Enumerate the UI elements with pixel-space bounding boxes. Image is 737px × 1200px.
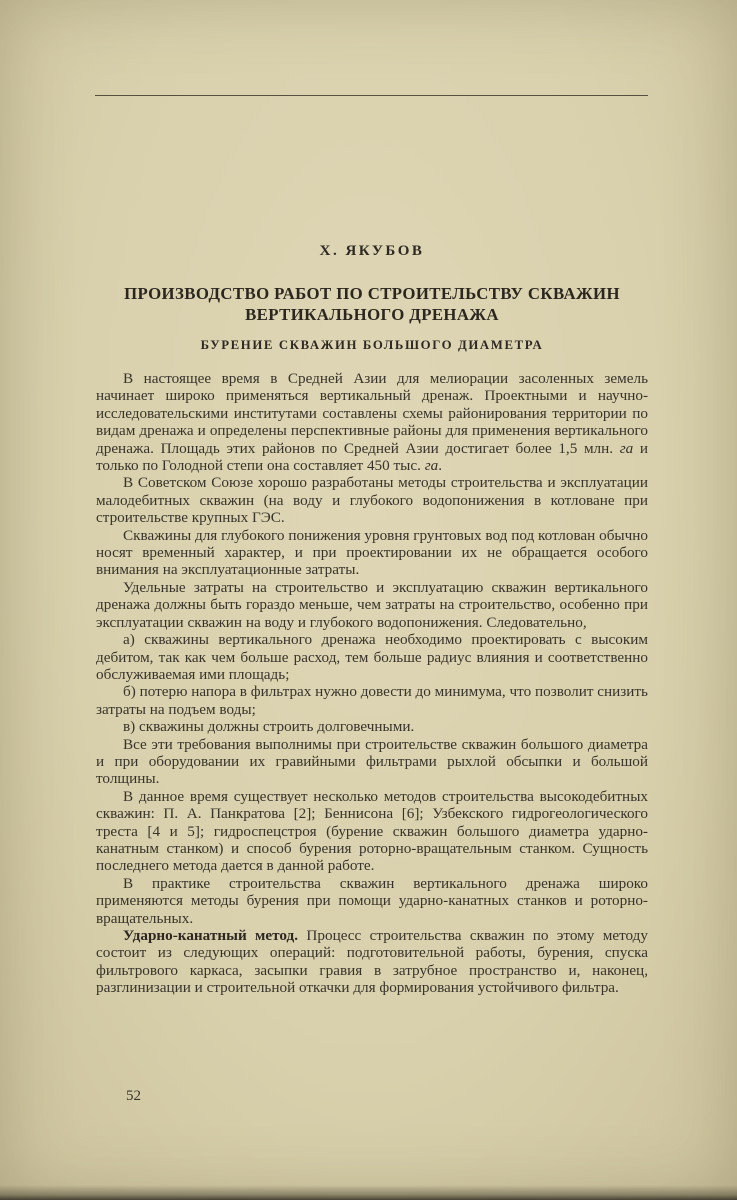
- text-segment: и только по Голодной степи она составляет 450 тыс.: [96, 439, 648, 475]
- scan-bottom-edge: [0, 1185, 737, 1200]
- paragraph: [96, 927, 648, 997]
- run-in-heading: Ударно-канатный метод.: [123, 927, 299, 944]
- text-segment: .: [438, 457, 443, 475]
- section-title: БУРЕНИЕ СКВАЖИН БОЛЬШОГО ДИАМЕТРА: [200, 338, 544, 352]
- chapter-title: [96, 283, 648, 325]
- text-segment: Удельные затраты на строительство и эксплуатацию скважин вертикального дренажа должны быть гораздо меньше, чем затраты на строительство, особенно при эксплуатации скважин на воду и глубокого водопонижения. Следовательно,: [96, 578, 648, 631]
- paragraph: [96, 718, 648, 735]
- text-segment: б) потерю напора в фильтрах нужно довести до минимума, что позволит снизить затраты на подъем воды;: [96, 683, 648, 718]
- paragraph: [96, 370, 648, 474]
- text-segment: а) скважины вертикального дренажа необходимо проектировать с высоким дебитом, так как чем больше расход, тем больше радиус влияния и соответственно обслуживаемая ими площадь;: [96, 631, 648, 683]
- italic-term: га: [619, 439, 634, 457]
- text-segment: в) скважины должны строить долговечными.: [123, 718, 415, 736]
- paragraph: [96, 736, 648, 788]
- italic-term: га: [424, 457, 439, 475]
- text-segment: Скважины для глубокого понижения уровня грунтовых вод под котлован обычно носят временный характер, и при проектировании их не обращается особого внимания на эксплуатационные затраты.: [96, 526, 648, 579]
- page-content: [96, 243, 648, 997]
- paragraph: [96, 875, 648, 927]
- page-number: 52: [126, 1088, 141, 1104]
- text-segment: В практике строительства скважин вертикального дренажа широко применяются методы бурения при помощи ударно-канатных станков и роторно-вращательных.: [96, 874, 648, 927]
- text-segment: В данное время существует несколько методов строительства высокодебитных скважин: П. А. Панкратова [2]; Беннисона [6]; Узбекского гидрогеологического треста [4 и 5]; гидроспецстроя (бурение скважин большого диаметра ударно-канатным станком) и способ бурения роторно-вращательным станком. Сущность последнего метода дается в данной работе.: [96, 787, 648, 875]
- text-segment: Все эти требования выполнимы при строительстве скважин большого диаметра и при оборудовании их гравийными фильтрами рыхлой обсыпки и большой толщины.: [96, 735, 648, 788]
- text-segment: В настоящее время в Средней Азии для мелиорации засоленных земель начинает широко применяться вертикальный дренаж. Проектными и научно-исследовательскими институтами составлены схемы районирования территории по видам дренажа и определены перспективные районы для применения вертикального дренажа. Площадь этих районов по Средней Азии достигает более 1,5 млн.: [96, 370, 648, 457]
- chapter-title-line-2: ВЕРТИКАЛЬНОГО ДРЕНАЖА: [245, 305, 499, 324]
- header-rule: [95, 95, 648, 96]
- paragraph: [96, 683, 648, 718]
- paragraph: [96, 527, 648, 579]
- text-segment: В Советском Союзе хорошо разработаны методы строительства и эксплуатации малодебитных скважин (на воду и глубокого водопонижения в котловане при строительстве крупных ГЭС.: [96, 474, 648, 527]
- paragraph: [96, 579, 648, 631]
- paragraphs: [96, 370, 648, 997]
- text-segment: Процесс строительства скважин по этому методу состоит из следующих операций: подготовительной работы, бурения, спуска фильтрового каркаса, засыпки гравия в затрубное пространство и, наконец, разглинизации и строительной откачки для формирования устойчивого фильтра.: [96, 927, 648, 997]
- author-name: Х. ЯКУБОВ: [319, 243, 425, 259]
- paragraph: [96, 631, 648, 683]
- paragraph: [96, 788, 648, 875]
- paragraph: [96, 474, 648, 526]
- chapter-title-line-1: ПРОИЗВОДСТВО РАБОТ ПО СТРОИТЕЛЬСТВУ СКВАЖИН: [124, 284, 620, 303]
